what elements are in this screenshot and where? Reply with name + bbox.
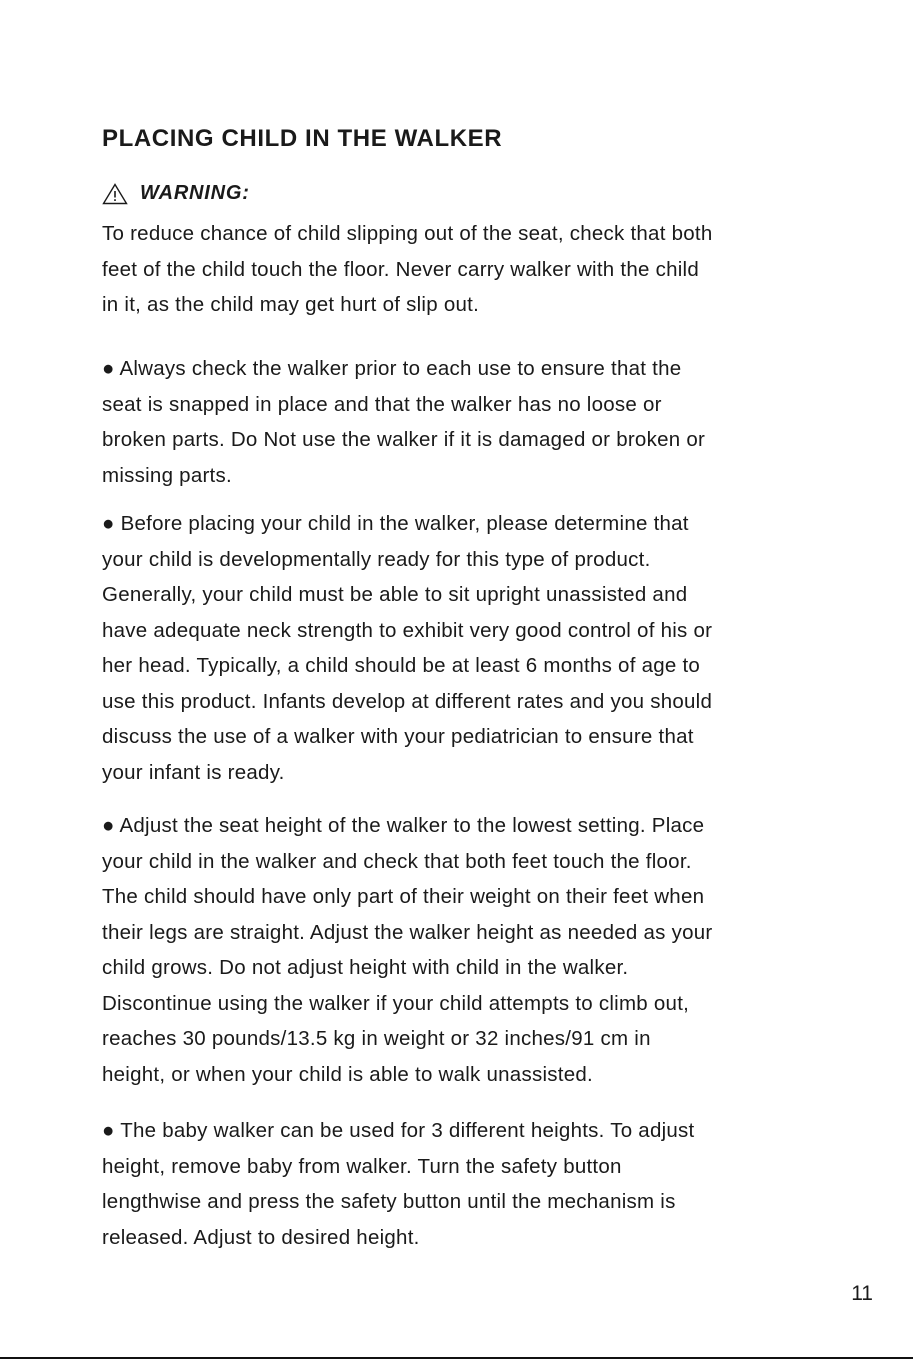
bullet-line: height, remove baby from walker. Turn the safety button [102,1154,622,1178]
bullet-line: seat is snapped in place and that the walker has no loose or [102,392,662,416]
bullet-line: ● Before placing your child in the walker, please determine that [102,512,689,535]
bullet-line: lengthwise and press the safety button until the mechanism is [102,1190,676,1213]
bullet-line: ● Adjust the seat height of the walker to the lowest setting. Place [102,814,705,837]
bullet-line: your child in the walker and check that both feet touch the floor. [102,849,692,873]
warning-title: WARNING: [140,182,250,204]
warning-paragraph [102,216,802,323]
bullet-line: your infant is ready. [102,760,285,784]
bullet-line: discuss the use of a walker with your pediatrician to ensure that [102,725,694,748]
bullet-line: released. Adjust to desired height. [102,1225,420,1249]
bullet-paragraph-walker-check [102,351,802,493]
bullet-line: Generally, your child must be able to sit upright unassisted and [102,583,688,606]
warning-triangle-icon [102,183,128,205]
bullet-line: The child should have only part of their weight on their feet when [102,885,705,908]
warning-line: To reduce chance of child slipping out of the seat, check that both [102,222,713,245]
bullet-line: have adequate neck strength to exhibit very good control of his or [102,618,713,642]
page-heading: PLACING CHILD IN THE WALKER [102,125,503,152]
bullet-paragraph-seat-height [102,808,802,1092]
bullet-line: ● The baby walker can be used for 3 different heights. To adjust [102,1119,695,1142]
bullet-line: reaches 30 pounds/13.5 kg in weight or 32 inches/91 cm in [102,1027,651,1050]
bullet-paragraph-height-adjust [102,1113,802,1255]
page-number: 11 [851,1282,873,1305]
warning-label [102,182,250,205]
bullet-paragraph-child-readiness [102,506,802,790]
bullet-line: height, or when your child is able to walk unassisted. [102,1062,593,1086]
bullet-line: Discontinue using the walker if your child attempts to climb out, [102,991,690,1015]
bullet-line: child grows. Do not adjust height with child in the walker. [102,956,629,979]
bullet-line: broken parts. Do Not use the walker if it is damaged or broken or [102,428,706,451]
bullet-line: use this product. Infants develop at different rates and you should [102,689,713,713]
bullet-line: missing parts. [102,463,232,487]
footer-divider [0,1357,913,1359]
bullet-line: her head. Typically, a child should be at least 6 months of age to [102,654,701,677]
bullet-line: their legs are straight. Adjust the walker height as needed as your [102,920,713,944]
bullet-line: your child is developmentally ready for this type of product. [102,547,651,571]
warning-line: in it, as the child may get hurt of slip out. [102,293,480,316]
warning-line: feet of the child touch the floor. Never carry walker with the child [102,257,699,281]
bullet-line: ● Always check the walker prior to each use to ensure that the [102,357,682,380]
